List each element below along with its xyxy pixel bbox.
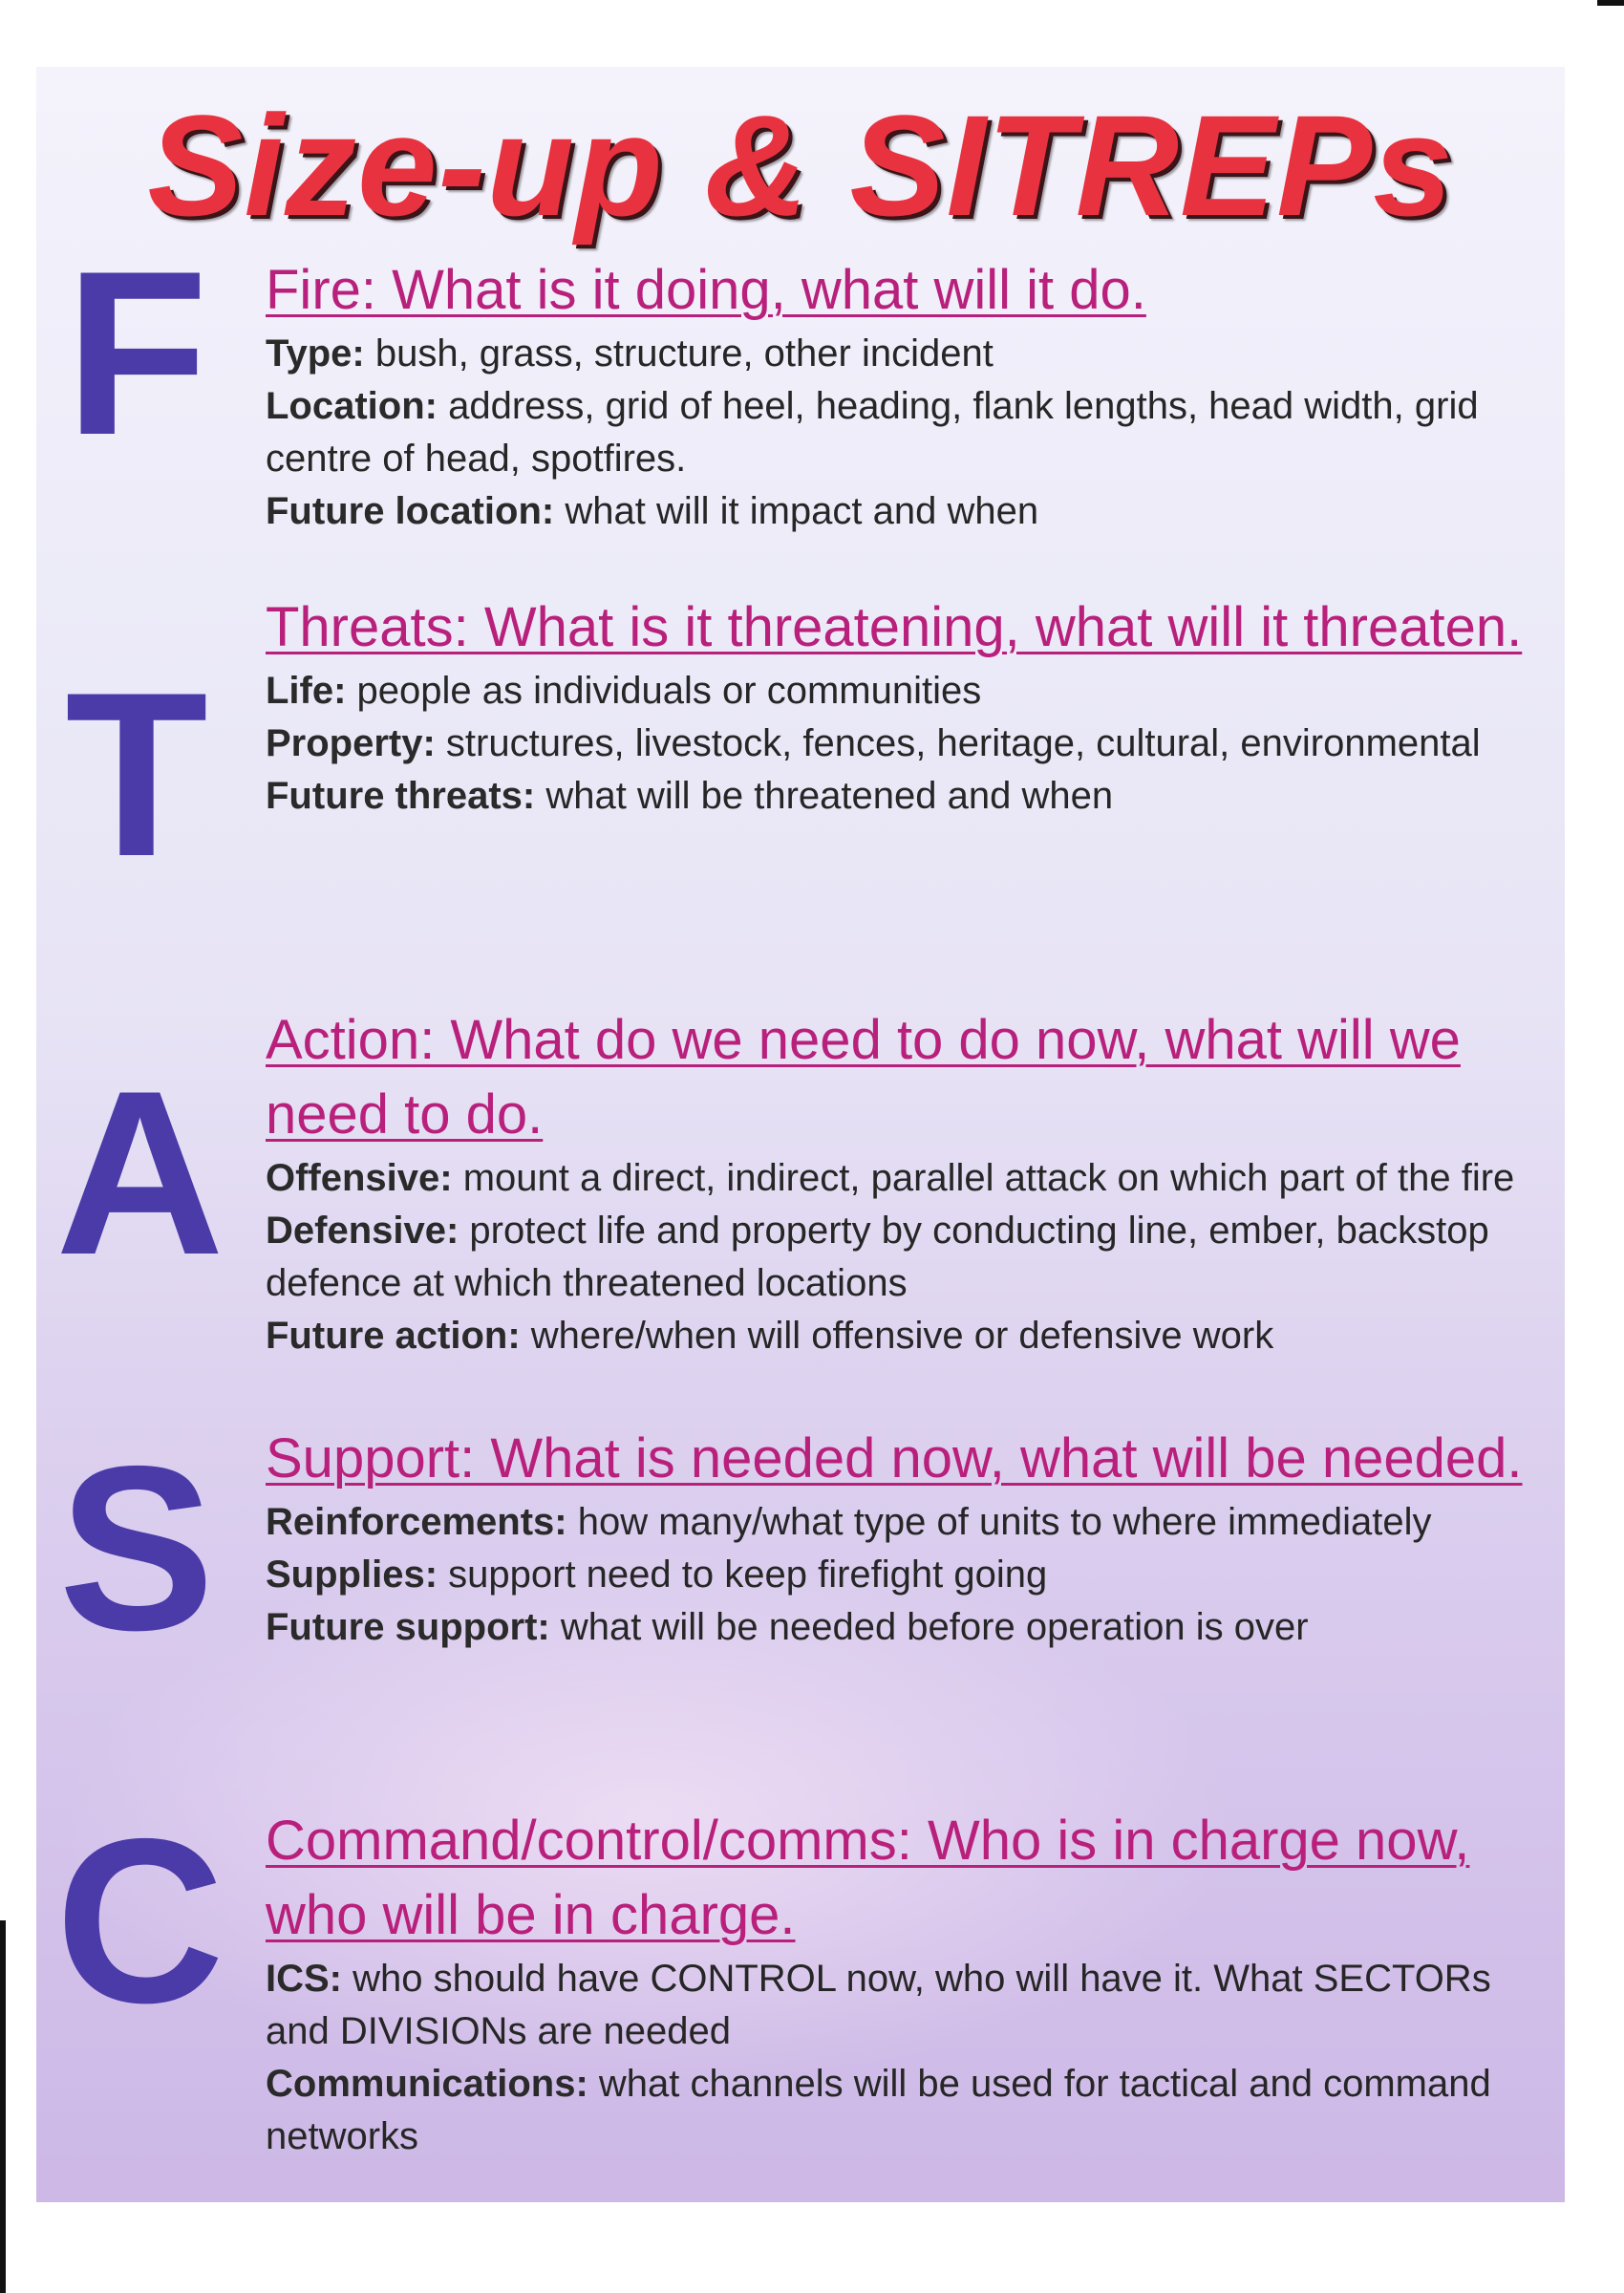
detail-text: bush, grass, structure, other incident bbox=[364, 332, 994, 375]
detail-text: support need to keep firefight going bbox=[438, 1554, 1048, 1596]
detail-label: Offensive: bbox=[266, 1157, 453, 1199]
detail-text: what channels will be used for tactical and command networks bbox=[266, 2063, 1491, 2157]
detail-text: what will it impact and when bbox=[554, 490, 1039, 532]
detail-line bbox=[266, 718, 1555, 770]
section-heading: Support: What is needed now, what will be needed. bbox=[266, 1427, 1523, 1489]
detail-text: who should have CONTROL now, who will have it. What SECTORs and DIVISIONs are needed bbox=[266, 1958, 1491, 2052]
section-content bbox=[266, 1003, 1555, 1362]
section-heading: Command/control/comms: Who is in charge now, who will be in charge. bbox=[266, 1810, 1470, 1946]
detail-text: what will be needed before operation is over bbox=[549, 1606, 1309, 1648]
detail-line bbox=[266, 1601, 1555, 1654]
detail-text: address, grid of heel, heading, flank lengths, head width, grid centre of head, spotfires. bbox=[266, 385, 1479, 480]
acronym-letter-a: A bbox=[55, 1041, 224, 1303]
section-heading: Fire: What is it doing, what will it do. bbox=[266, 259, 1146, 321]
detail-line bbox=[266, 1496, 1555, 1549]
section-heading: Threats: What is it threatening, what will it threaten. bbox=[266, 596, 1523, 658]
detail-text: what will be threatened and when bbox=[535, 775, 1114, 817]
detail-label: ICS: bbox=[266, 1958, 342, 2000]
detail-line bbox=[266, 1152, 1555, 1205]
detail-line bbox=[266, 1953, 1555, 2058]
detail-line bbox=[266, 770, 1555, 823]
detail-label: Communications: bbox=[266, 2063, 588, 2105]
section-content bbox=[266, 1804, 1555, 2163]
detail-text: how many/what type of units to where immediately bbox=[566, 1501, 1432, 1543]
detail-label: Future action: bbox=[266, 1315, 521, 1357]
poster bbox=[36, 67, 1565, 2202]
detail-line bbox=[266, 1205, 1555, 1310]
detail-text: mount a direct, indirect, parallel attack on which part of the fire bbox=[452, 1157, 1515, 1199]
detail-line bbox=[266, 485, 1555, 538]
acronym-letter-f: F bbox=[65, 222, 208, 483]
detail-text: where/when will offensive or defensive work bbox=[520, 1315, 1274, 1357]
acronym-letter-t: T bbox=[65, 643, 208, 905]
detail-text: people as individuals or communities bbox=[346, 670, 982, 712]
detail-line bbox=[266, 665, 1555, 718]
page-title: Size-up & SITREPs bbox=[147, 85, 1454, 246]
detail-line bbox=[266, 1549, 1555, 1601]
detail-label: Future threats: bbox=[266, 775, 536, 817]
detail-label: Defensive: bbox=[266, 1210, 459, 1252]
section-content bbox=[266, 253, 1555, 538]
scan-edge-mark bbox=[0, 1920, 6, 2293]
detail-line bbox=[266, 380, 1555, 485]
detail-label: Future location: bbox=[266, 490, 555, 532]
detail-label: Location: bbox=[266, 385, 438, 427]
detail-label: Future support: bbox=[266, 1606, 550, 1648]
detail-text: structures, livestock, fences, heritage, cultural, environmental bbox=[435, 722, 1481, 764]
detail-line bbox=[266, 2058, 1555, 2163]
section-heading: Action: What do we need to do now, what will we need to do. bbox=[266, 1009, 1461, 1146]
detail-label: Reinforcements: bbox=[266, 1501, 567, 1543]
detail-line bbox=[266, 1310, 1555, 1362]
scan-edge-mark bbox=[1597, 0, 1624, 6]
acronym-letter-c: C bbox=[55, 1789, 224, 2051]
detail-label: Life: bbox=[266, 670, 347, 712]
detail-label: Property: bbox=[266, 722, 436, 764]
detail-line bbox=[266, 328, 1555, 380]
detail-text: protect life and property by conducting line, ember, backstop defence at which threatened locations bbox=[266, 1210, 1489, 1304]
section-content bbox=[266, 590, 1555, 823]
detail-label: Supplies: bbox=[266, 1554, 438, 1596]
acronym-letter-s: S bbox=[58, 1417, 215, 1679]
detail-label: Type: bbox=[266, 332, 365, 375]
section-content bbox=[266, 1422, 1555, 1654]
